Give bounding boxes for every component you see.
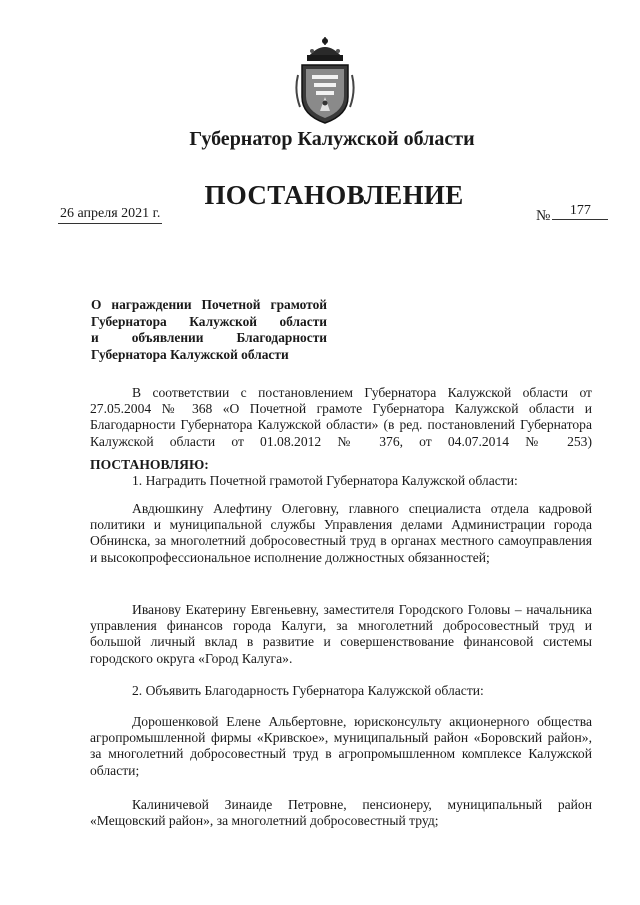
awardee-paragraph: Иванову Екатерину Евгеньевну, заместителя Городского Головы – начальника управления финансов города Калуги, за многолетний добросовестный труд и большой личный вклад в развитие и совершенствование финансовой системы городского округа «Город Калуга». — [90, 602, 592, 666]
document-date: 26 апреля 2021 г. — [58, 206, 162, 224]
gratitude-paragraph: Калиничевой Зинаиде Петровне, пенсионеру, муниципальный район «Мещовский район», за многолетний добросовестный труд; — [90, 797, 592, 829]
subject-line: и объявлении Благодарности — [91, 330, 327, 345]
awardee-paragraph: Авдюшкину Алефтину Олеговну, главного специалиста отдела кадровой политики и муниципальной службы Управления делами Администрации города Обнинска, за многолетний добросовестный труд в органах местного самоуправления и высокопрофессиональное исполнение должностных обязанностей; — [90, 501, 592, 565]
preamble-paragraph: В соответствии с постановлением Губернатора Калужской области от 27.05.2004 № 368 «О Почетной грамоте Губернатора Калужской области и Благодарности Губернатора Калужской области» (в ред. постановлений Губернатора Калужской области от 01.08.2012 № 376, от 04.07.2014 № 253) — [90, 385, 592, 449]
kaluga-coat-of-arms-icon — [294, 35, 356, 125]
document-subject — [91, 297, 327, 363]
authority-title: Губернатор Калужской области — [189, 128, 475, 150]
item-1-heading: 1. Наградить Почетной грамотой Губернатора Калужской области: — [132, 473, 518, 488]
document-type-heading: ПОСТАНОВЛЕНИЕ — [204, 180, 464, 210]
subject-line: Губернатора Калужской области — [91, 313, 327, 329]
document-number-block — [536, 203, 608, 226]
decree-word: ПОСТАНОВЛЯЮ: — [90, 457, 209, 472]
subject-line: Губернатора Калужской области — [91, 346, 289, 362]
document-number: 177 — [552, 203, 608, 220]
item-2-heading: 2. Объявить Благодарность Губернатора Калужской области: — [132, 683, 484, 698]
number-sign: № — [536, 208, 551, 224]
subject-line: О награждении Почетной грамотой — [91, 297, 327, 312]
gratitude-paragraph: Дорошенковой Елене Альбертовне, юрисконсульту акционерного общества агропромышленной фирмы «Кривское», муниципальный район «Боровский район», за многолетний добросовестный труд в агропромышленном комплексе Калужской области; — [90, 714, 592, 778]
